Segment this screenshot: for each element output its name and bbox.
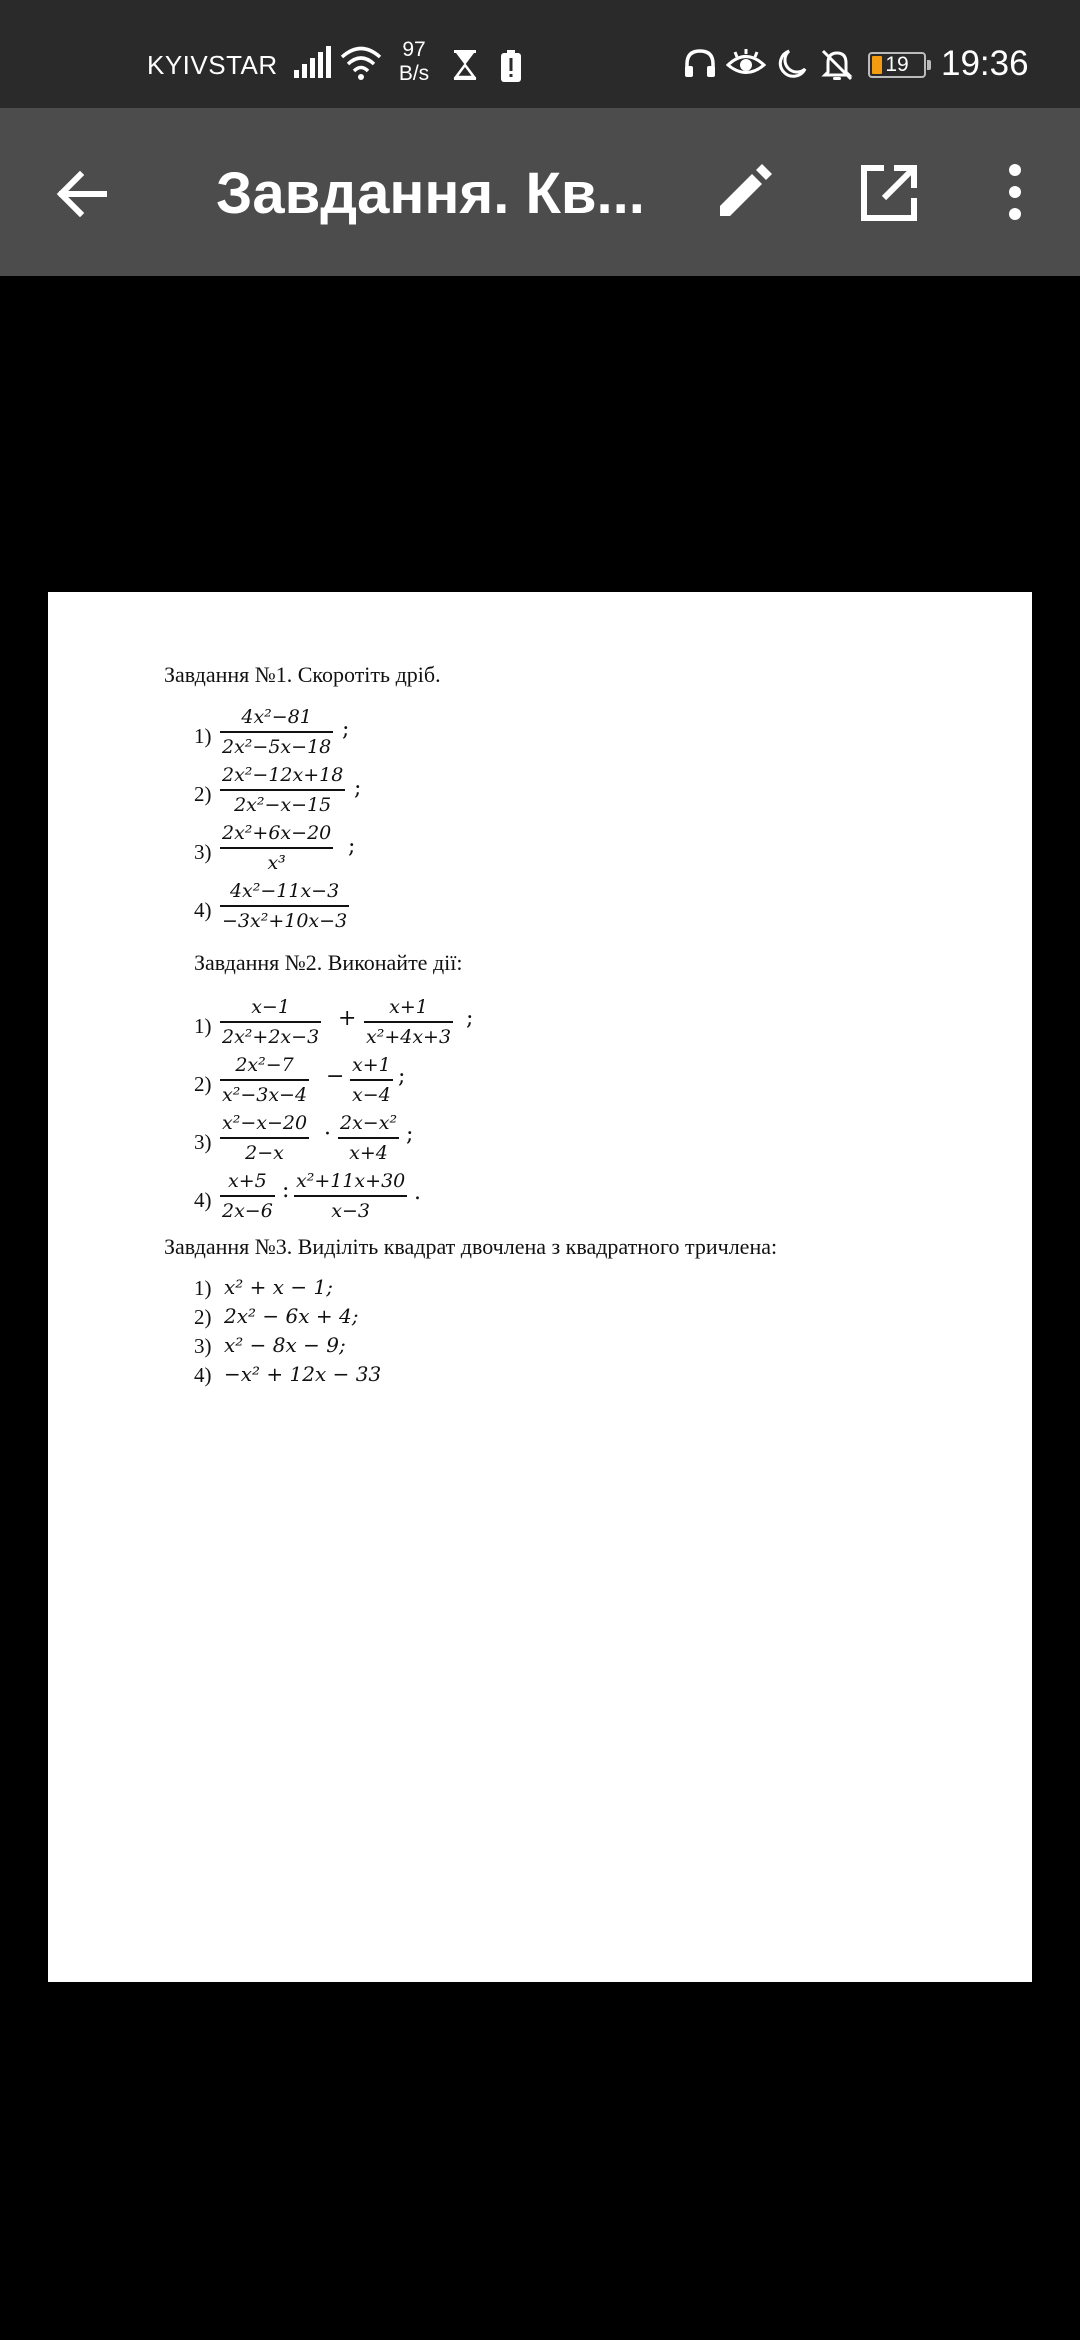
numerator: x²−x−20	[222, 1112, 308, 1134]
task2-item2-fraction-b	[350, 1054, 393, 1106]
task3-item3-number: 3)	[194, 1334, 212, 1358]
task2-item2-number: 2)	[194, 1072, 212, 1096]
task1-item1-fraction	[220, 706, 333, 758]
moon-icon	[776, 48, 808, 85]
task2-item3-fraction-b	[338, 1112, 399, 1164]
denominator: −3x²+10x−3	[222, 909, 348, 932]
battery-alert-icon	[500, 50, 522, 87]
numerator: 4x²−11x−3	[229, 880, 340, 902]
denominator: 2x²−5x−18	[222, 735, 332, 758]
denominator: x²+4x+3	[366, 1025, 452, 1048]
task2-item4-tail: .	[414, 1180, 421, 1205]
task2-title: Завдання №2. Виконайте дії:	[194, 950, 463, 975]
numerator: x²+11x+30	[296, 1170, 406, 1192]
task2-item3-tail: ;	[406, 1122, 414, 1147]
denominator: 2x²+2x−3	[222, 1025, 320, 1048]
back-arrow-icon[interactable]	[52, 164, 112, 229]
app-bar	[0, 108, 1080, 276]
task3-item4-number: 4)	[194, 1363, 212, 1387]
numerator: x−1	[251, 996, 290, 1018]
task3-item4-expression: −x² + 12x − 33	[224, 1362, 382, 1386]
task3-item1-number: 1)	[194, 1276, 212, 1300]
eye-icon	[726, 48, 766, 85]
task2-item4-fraction-a	[220, 1170, 275, 1222]
numerator: 2x²−7	[235, 1054, 294, 1076]
edit-icon[interactable]	[712, 162, 774, 229]
task2-item4-fraction-b	[294, 1170, 407, 1222]
document-page[interactable]	[48, 592, 1032, 1982]
task1-item2-fraction	[220, 764, 345, 816]
denominator: 2x−6	[222, 1199, 273, 1222]
wifi-icon	[340, 46, 382, 85]
task2-item2-fraction-a	[220, 1054, 309, 1106]
task2-item2-tail: ;	[398, 1064, 406, 1089]
task1-item4-fraction	[220, 880, 349, 932]
status-bar	[0, 0, 1080, 108]
task2-item1-operator: +	[338, 1006, 357, 1031]
headset-icon	[683, 48, 717, 85]
battery-level: 19	[885, 53, 909, 76]
battery-icon	[868, 52, 926, 78]
denominator: x+4	[349, 1141, 388, 1164]
clock: 19:36	[941, 44, 1029, 83]
task1-item3-number: 3)	[194, 840, 212, 864]
carrier-name: KYIVSTAR	[147, 50, 278, 80]
denominator: 2x²−x−15	[234, 793, 332, 816]
task1-title: Завдання №1. Скоротіть дріб.	[164, 662, 441, 687]
task1-item2-number: 2)	[194, 782, 212, 806]
task2-item3-number: 3)	[194, 1130, 212, 1154]
task3-item1-expression: x² + x − 1;	[224, 1275, 333, 1299]
numerator: x+1	[389, 996, 428, 1018]
task1-item1-tail: ;	[342, 717, 350, 742]
speed-unit: B/s	[398, 62, 430, 85]
signal-icon	[293, 46, 331, 83]
more-vert-icon[interactable]	[1000, 162, 1030, 227]
task2-item2-operator: −	[326, 1064, 345, 1089]
denominator: x²−3x−4	[222, 1083, 308, 1106]
task1-item1-number: 1)	[194, 724, 212, 748]
task1-item2-tail: ;	[354, 776, 362, 801]
task3-item3-expression: x² − 8x − 9;	[224, 1333, 346, 1357]
bell-off-icon	[820, 48, 854, 87]
denominator: x−3	[331, 1199, 370, 1222]
task1-item3-tail: ;	[348, 834, 356, 859]
network-speed	[392, 38, 436, 86]
numerator: 2x²+6x−20	[222, 822, 332, 844]
task3-item2-number: 2)	[194, 1305, 212, 1329]
speed-value: 97	[402, 38, 426, 61]
task3-item2-expression: 2x² − 6x + 4;	[224, 1304, 359, 1328]
task2-item1-number: 1)	[194, 1014, 212, 1038]
numerator: 2x²−12x+18	[222, 764, 344, 786]
task2-item1-tail: ;	[466, 1006, 474, 1031]
denominator: x³	[267, 851, 286, 874]
numerator: 4x²−81	[241, 706, 312, 728]
task2-item1-fraction-a	[220, 996, 321, 1048]
document-title: Завдання. Кв...	[216, 161, 645, 226]
task2-item3-operator: ·	[324, 1122, 331, 1147]
denominator: x−4	[352, 1083, 391, 1106]
task1-item3-fraction	[220, 822, 333, 874]
open-external-icon[interactable]	[858, 162, 920, 229]
numerator: x+1	[352, 1054, 391, 1076]
task2-item4-number: 4)	[194, 1188, 212, 1212]
denominator: 2−x	[245, 1141, 284, 1164]
task3-title: Завдання №3. Виділіть квадрат двочлена з квадратного тричлена:	[164, 1234, 778, 1259]
numerator: x+5	[228, 1170, 267, 1192]
task2-item1-fraction-b	[364, 996, 453, 1048]
task2-item4-operator: :	[282, 1178, 290, 1203]
hourglass-icon	[452, 50, 478, 85]
numerator: 2x−x²	[340, 1112, 398, 1134]
battery-tip	[927, 60, 931, 70]
task2-item3-fraction-a	[220, 1112, 309, 1164]
task1-item4-number: 4)	[194, 898, 212, 922]
